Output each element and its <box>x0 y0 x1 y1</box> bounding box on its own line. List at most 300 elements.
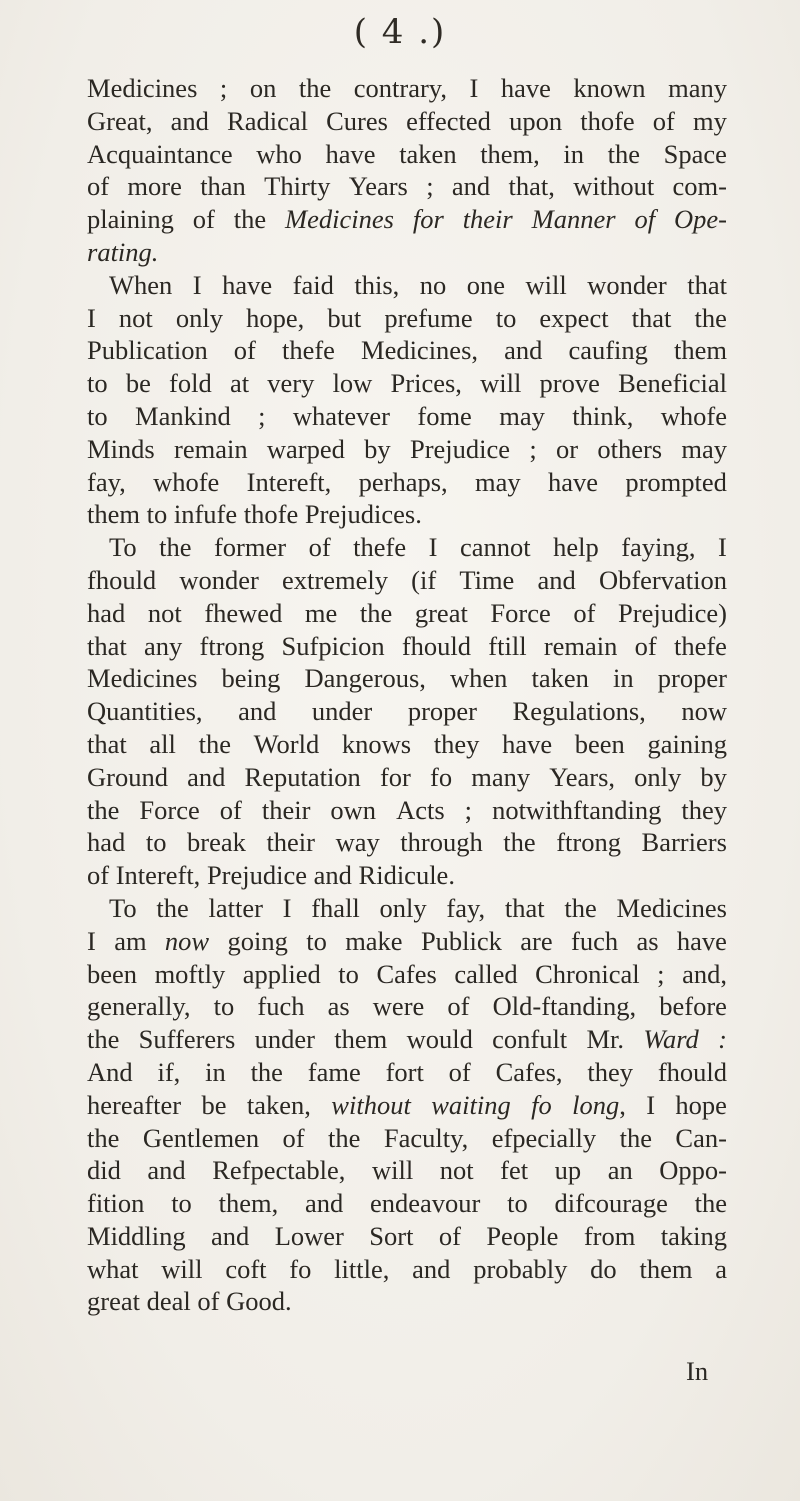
word: that <box>87 630 127 661</box>
word: they <box>587 1056 633 1087</box>
word: the <box>298 73 332 103</box>
word: fhewed <box>204 597 283 628</box>
word: proper <box>657 663 727 694</box>
word: Can- <box>675 1122 727 1153</box>
word: and <box>412 1253 451 1284</box>
word: upon <box>509 105 563 136</box>
word: thefe <box>281 335 335 366</box>
word: Acts <box>396 794 445 825</box>
word: wonder <box>587 269 667 300</box>
word: ; <box>219 73 228 103</box>
text-line <box>87 1122 727 1155</box>
word: Regulations, <box>512 696 646 727</box>
word: as <box>636 925 659 956</box>
word: by <box>700 761 727 792</box>
word: the <box>250 1056 283 1087</box>
word: Middling <box>87 1220 186 1251</box>
text-line <box>87 1220 727 1253</box>
word: Barriers <box>641 827 727 858</box>
text-line <box>87 236 727 269</box>
text-line <box>87 498 727 531</box>
word: and <box>313 860 352 891</box>
word: them <box>673 335 727 366</box>
word: Intereft, <box>246 466 332 497</box>
text-line <box>87 1154 727 1187</box>
word: Thirty <box>264 171 331 202</box>
word: have <box>676 925 727 956</box>
word: did <box>87 1155 121 1186</box>
word: before <box>659 991 727 1022</box>
word: break <box>187 827 246 858</box>
word: thofe <box>243 499 299 530</box>
word: applied <box>242 958 321 989</box>
word: may <box>475 466 521 497</box>
word: in <box>205 1056 226 1087</box>
word: to <box>145 827 167 858</box>
text-line <box>87 334 727 367</box>
text-line <box>87 859 727 892</box>
word: of <box>447 991 470 1022</box>
word: faid <box>292 269 334 300</box>
word: Sufpicion <box>281 630 385 661</box>
word: I <box>469 73 479 103</box>
word: and <box>504 335 543 366</box>
word: will <box>371 1155 414 1186</box>
word: no <box>419 269 447 300</box>
word: the <box>233 204 267 235</box>
word: Cafes, <box>495 1056 563 1087</box>
word: Ward <box>643 1024 699 1055</box>
word: warped <box>266 433 345 464</box>
word: been <box>574 728 625 759</box>
word: own <box>330 794 377 825</box>
word: or <box>555 433 579 464</box>
word: : <box>718 1024 727 1055</box>
word: many <box>471 761 531 792</box>
word: taken <box>531 663 589 694</box>
word: fet <box>500 1155 529 1186</box>
word: deal <box>146 1286 191 1317</box>
word: Cures <box>326 105 388 136</box>
word: probably <box>473 1253 568 1284</box>
word: expect <box>539 302 609 333</box>
word: had <box>87 827 126 858</box>
word: whofe <box>153 466 220 497</box>
word: have <box>222 269 273 300</box>
word: without <box>573 171 655 202</box>
word: up <box>554 1155 582 1186</box>
word: and, <box>682 958 727 989</box>
word: others <box>597 433 663 464</box>
word: hope <box>675 1089 727 1120</box>
word: fuch <box>257 991 305 1022</box>
word: Prejudice <box>206 860 308 891</box>
word: Sufferers <box>138 1024 236 1055</box>
word: the <box>87 794 120 825</box>
word: fame <box>307 1056 361 1087</box>
word: will <box>161 1253 203 1284</box>
word: former <box>213 532 287 563</box>
word: have <box>502 728 553 759</box>
word: Medicines <box>87 663 198 694</box>
text-line <box>87 794 727 827</box>
word: fort <box>385 1056 424 1087</box>
word: wonder <box>179 564 259 595</box>
word: that <box>687 269 727 300</box>
word: of <box>438 1220 461 1251</box>
word: caufing <box>568 335 648 366</box>
word: and <box>187 761 226 792</box>
word: coft <box>225 1253 267 1284</box>
text-line <box>87 990 727 1023</box>
word: not <box>147 597 182 628</box>
word: make <box>345 925 403 956</box>
word: gaining <box>647 728 727 759</box>
word: to <box>495 302 517 333</box>
word: that <box>631 302 672 333</box>
text-line <box>87 269 727 302</box>
word: Sort <box>369 1220 414 1251</box>
word: the <box>359 597 393 628</box>
word: their <box>266 827 315 858</box>
word: them <box>334 1024 388 1055</box>
word: the <box>156 892 189 923</box>
word: the <box>694 1188 727 1219</box>
word: of <box>282 1122 305 1153</box>
word: the <box>503 827 536 858</box>
word: without <box>331 1089 411 1120</box>
word: hereafter <box>87 1089 182 1120</box>
word: have <box>500 73 551 103</box>
text-line <box>87 367 727 400</box>
word: of <box>573 597 596 628</box>
word: ; <box>464 794 473 825</box>
word: at <box>229 368 250 399</box>
word: the <box>87 1024 120 1055</box>
word: Space <box>663 138 727 169</box>
word: ftrong <box>199 630 265 661</box>
word: to <box>507 1188 528 1219</box>
word: of <box>87 171 110 202</box>
text-line <box>87 302 727 335</box>
word: be <box>125 368 151 399</box>
word: all <box>149 728 176 759</box>
word: any <box>144 630 183 661</box>
text-line <box>87 1253 727 1286</box>
word: known <box>573 73 646 103</box>
word: of <box>197 1286 220 1317</box>
body-text <box>87 72 727 1318</box>
word: Time <box>459 564 515 595</box>
word: more <box>127 171 182 202</box>
text-line <box>87 1089 727 1122</box>
word: Acquaintance <box>87 138 233 169</box>
word: of <box>448 1056 471 1087</box>
word: fay, <box>87 466 126 497</box>
word: them, <box>480 138 540 169</box>
word: great <box>87 1286 140 1317</box>
word: the <box>159 532 192 563</box>
word: through <box>400 827 483 858</box>
word: may <box>681 433 727 464</box>
word: Gentlemen <box>142 1122 260 1153</box>
word: World <box>253 728 320 759</box>
word: thofe <box>580 105 635 136</box>
word: one <box>466 269 506 300</box>
word: Prejudices. <box>304 499 422 530</box>
word: I <box>718 532 727 563</box>
word: the <box>694 302 727 333</box>
word: for <box>379 761 411 792</box>
word: plaining <box>87 204 174 235</box>
word: remain <box>543 630 618 661</box>
word: contrary, <box>353 73 447 103</box>
word: Oppo- <box>659 1155 727 1186</box>
word: fo <box>531 1089 552 1120</box>
word: Obfervation <box>598 564 727 595</box>
text-line <box>87 170 727 203</box>
word: Chronical <box>535 958 640 989</box>
text-line <box>87 728 727 761</box>
word: have <box>547 466 599 497</box>
word: what <box>87 1253 139 1284</box>
word: a <box>715 1253 727 1284</box>
word: think, <box>572 400 634 431</box>
word: Radical <box>227 105 308 136</box>
word: fhould <box>401 630 472 661</box>
word: rating. <box>87 236 159 267</box>
word: my <box>693 105 727 136</box>
word: hope, <box>246 302 305 333</box>
word: in <box>563 138 585 169</box>
word: When <box>109 269 173 300</box>
word: to <box>213 991 235 1022</box>
word: that, <box>508 171 555 202</box>
word: and <box>238 696 277 727</box>
word: that <box>504 892 545 923</box>
word: (if <box>411 564 437 595</box>
word: cannot <box>459 532 531 563</box>
word: only <box>634 761 682 792</box>
word: fition <box>87 1188 145 1219</box>
word: I <box>646 1089 656 1120</box>
text-line <box>87 662 727 695</box>
word: the <box>619 1122 652 1153</box>
word: confult <box>492 1024 568 1055</box>
word: very <box>267 368 315 399</box>
word: me <box>304 597 338 628</box>
word: Medicines <box>285 204 394 235</box>
word: fold <box>169 368 212 399</box>
word: Faculty, <box>383 1122 469 1153</box>
word: going <box>227 925 288 956</box>
word: Intereft, <box>115 860 201 891</box>
word: whatever <box>292 400 390 431</box>
word: have <box>325 138 376 169</box>
word: faying, <box>621 532 696 563</box>
word: the <box>198 728 231 759</box>
word: I <box>87 925 96 956</box>
word: only <box>379 892 427 923</box>
catchword: In <box>686 1356 709 1386</box>
word: latter <box>208 892 263 923</box>
word: People <box>486 1220 559 1251</box>
word: am <box>114 925 147 956</box>
word: on <box>249 73 277 103</box>
word: ftill <box>488 630 527 661</box>
word: waiting <box>431 1089 511 1120</box>
word: to <box>306 925 327 956</box>
word: will <box>525 269 567 300</box>
word: of <box>634 630 657 661</box>
word: may <box>499 400 545 431</box>
word: Prejudice) <box>618 597 727 628</box>
word: from <box>583 1220 636 1251</box>
word: extremely <box>282 564 388 595</box>
word: they <box>433 728 480 759</box>
word: help <box>553 532 599 563</box>
text-line <box>87 466 727 499</box>
word: their <box>261 794 311 825</box>
word: were <box>372 991 425 1022</box>
word: Ope- <box>674 204 727 235</box>
word: Minds <box>87 433 155 464</box>
word: taken, <box>246 1089 311 1120</box>
word: under <box>311 696 373 727</box>
text-line <box>87 105 727 138</box>
word: fhould <box>87 564 157 595</box>
word: prove <box>539 368 600 399</box>
word: ; <box>657 958 665 989</box>
word: now <box>164 925 210 956</box>
word: of <box>219 794 242 825</box>
word: them <box>639 1253 693 1284</box>
word: effected <box>406 105 491 136</box>
word: if, <box>157 1056 181 1087</box>
word: long, <box>572 1089 626 1120</box>
word: called <box>454 958 518 989</box>
word: Reputation <box>244 761 361 792</box>
word: moftly <box>154 958 226 989</box>
word: perhaps, <box>358 466 448 497</box>
text-line <box>87 597 727 630</box>
text-line <box>87 925 727 958</box>
word: And <box>87 1056 133 1087</box>
text-line <box>87 695 727 728</box>
word: that <box>87 728 127 759</box>
word: prefume <box>384 302 473 333</box>
word: Force <box>139 794 200 825</box>
word: ; <box>258 400 266 431</box>
word: little, <box>334 1253 390 1284</box>
word: difcourage <box>554 1188 668 1219</box>
word: notwithftanding <box>492 794 662 825</box>
word: I <box>87 302 96 333</box>
word: their <box>462 204 513 235</box>
word: to <box>338 958 359 989</box>
word: but <box>327 302 362 333</box>
word: Years, <box>549 761 616 792</box>
word: and <box>211 1220 250 1251</box>
page-number: ( 4 .) <box>353 12 447 52</box>
word: as <box>327 991 350 1022</box>
word: proper <box>407 696 477 727</box>
text-line <box>87 203 727 236</box>
word: the <box>328 1122 361 1153</box>
text-line <box>87 1056 727 1089</box>
word: com- <box>672 171 727 202</box>
word: thefe <box>673 630 727 661</box>
word: generally, <box>87 991 191 1022</box>
word: be <box>201 1089 227 1120</box>
word: fome <box>417 400 472 431</box>
word: fhould <box>657 1056 727 1087</box>
word: infufe <box>173 499 238 530</box>
text-line <box>87 892 727 925</box>
word: an <box>607 1155 633 1186</box>
word: ; <box>426 171 434 202</box>
word: knows <box>341 728 412 759</box>
word: than <box>200 171 246 202</box>
word: the <box>607 138 641 169</box>
word: would <box>406 1024 473 1055</box>
word: them <box>87 499 140 530</box>
word: of <box>233 335 256 366</box>
word: of <box>87 860 110 891</box>
word: being <box>221 663 281 694</box>
text-line <box>87 1285 727 1318</box>
word: Prices, <box>390 368 462 399</box>
word: Good. <box>226 1286 292 1317</box>
word: I <box>282 892 292 923</box>
word: ; <box>529 433 537 464</box>
word: and <box>147 1155 186 1186</box>
word: this, <box>354 269 400 300</box>
word: Mr. <box>586 1024 625 1055</box>
word: fuch <box>571 925 619 956</box>
text-line <box>87 400 727 433</box>
word: they <box>681 794 727 825</box>
word: ftrong <box>556 827 621 858</box>
word: Cafes <box>376 958 437 989</box>
word: will <box>480 368 522 399</box>
word: fo <box>430 761 453 792</box>
word: many <box>668 73 727 103</box>
word: and <box>304 1188 344 1219</box>
word: and <box>537 564 576 595</box>
word: Force <box>490 597 551 628</box>
word: not <box>118 302 153 333</box>
word: Ground <box>87 761 168 792</box>
word: Great, <box>87 105 153 136</box>
word: Publication <box>87 335 208 366</box>
word: Ridicule. <box>358 860 455 891</box>
word: Dangerous, <box>304 663 426 694</box>
word: the <box>87 1122 120 1153</box>
word: of <box>192 204 215 235</box>
word: not <box>439 1155 474 1186</box>
word: fay, <box>446 892 486 923</box>
word: for <box>412 204 444 235</box>
word: under <box>254 1024 315 1055</box>
word: fhall <box>311 892 360 923</box>
word: of <box>652 105 675 136</box>
word: taking <box>660 1220 727 1251</box>
word: the <box>564 892 597 923</box>
word: great <box>414 597 468 628</box>
word: Medicines <box>87 73 198 103</box>
word: To <box>109 532 137 563</box>
